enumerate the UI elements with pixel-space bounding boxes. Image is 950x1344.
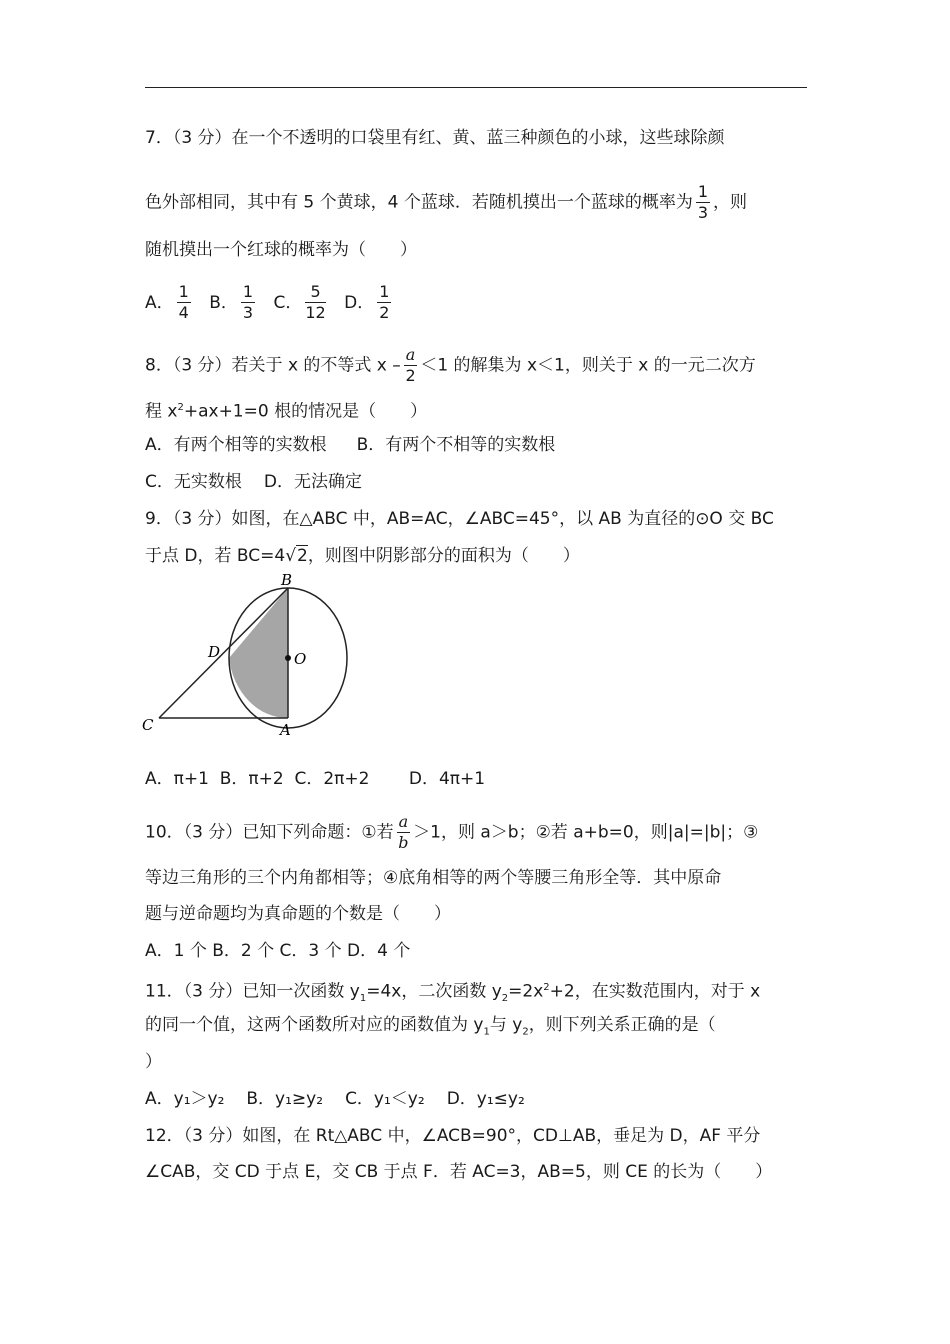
q8-option-c: C．无实数根 — [145, 472, 242, 492]
q9-line2: 于点 D，若 BC=4√2，则图中阴影部分的面积为（ ） — [145, 546, 580, 566]
q9-figure — [135, 570, 365, 745]
q12-line1: 12．（3 分）如图，在 Rt△ABC 中，∠ACB=90°，CD⊥AB，垂足为 D，AF 平分 — [145, 1126, 761, 1146]
q8-option-b: B．有两个不相等的实数根 — [356, 435, 556, 455]
q11-line2: 的同一个值，这两个函数所对应的函数值为 $y_1$与 $y_2$，则下列关系正确的是（ — [145, 1015, 716, 1038]
q10-fraction: $\frac{a}{b}$ — [398, 812, 409, 852]
q7-option-b: B． $\frac{1}{3}$ — [209, 282, 254, 322]
q10-line3: 题与逆命题均为真命题的个数是（ ） — [145, 904, 451, 924]
q10-line1: 10．（3 分）已知下列命题：①若 $\frac{a}{b}$ ＞1，则 a＞b；②若 a+b=0，则|a|=|b|；③ — [145, 812, 759, 852]
q9-line1: 9．（3 分）如图，在△ABC 中，AB=AC，∠ABC=45°，以 AB 为直径的⊙O 交 BC — [145, 509, 774, 529]
q7-line3: 随机摸出一个红球的概率为（ ） — [145, 240, 417, 260]
q8-line1: 8．（3 分）若关于 x 的不等式 x – $\frac{a}{2}$ ＜1 的解集为 x＜1，则关于 x 的一元二次方 — [145, 345, 756, 385]
q10-line2: 等边三角形的三个内角都相等；④底角相等的两个等腰三角形全等．其中原命 — [145, 868, 722, 888]
q7-option-c: C． $\frac{5}{12}$ — [273, 282, 326, 322]
label-d: D — [208, 643, 221, 661]
center-point — [285, 655, 291, 661]
q7-fraction: $\frac{1}{3}$ — [697, 182, 709, 222]
q9-options: A．π+1 B．π+2 C．2π+2 D．4π+1 — [145, 769, 486, 789]
q8-options-ab — [145, 433, 555, 457]
label-b: B — [281, 571, 293, 589]
q8-options-cd — [145, 470, 362, 494]
q11-line1: 11．（3 分）已知一次函数 $y_1=4x$，二次函数 $y_2=2x^2+2$，在实数范围内，对于 x — [145, 981, 761, 1005]
shaded-region — [229, 588, 288, 718]
q8-option-d: D．无法确定 — [263, 472, 362, 492]
q11-option-b: B．y₁≥y₂ — [246, 1089, 324, 1109]
q11-option-a: A．y₁＞y₂ — [145, 1089, 225, 1109]
q7-option-d: D． $\frac{1}{2}$ — [344, 282, 390, 322]
q11-line3: ） — [145, 1052, 162, 1072]
label-o: O — [294, 650, 307, 668]
q8-option-a: A．有两个相等的实数根 — [145, 435, 327, 455]
label-c: C — [142, 716, 154, 734]
q7-line2: 色外部相同，其中有 5 个黄球，4 个蓝球．若随机摸出一个蓝球的概率为 $\frac{1}{3}$ ，则 — [145, 182, 748, 222]
header-rule — [145, 87, 807, 88]
q11-option-d: D．y₁≤y₂ — [446, 1089, 525, 1109]
q8-line2: 程 $x^2+ax+1=0$ 根的情况是（ ） — [145, 401, 428, 422]
q8-fraction: $\frac{a}{2}$ — [405, 345, 416, 385]
q7-options — [145, 284, 404, 321]
q7-line1: 7．（3 分）在一个不透明的口袋里有红、黄、蓝三种颜色的小球，这些球除颜 — [145, 128, 725, 148]
q10-options: A．1 个 B．2 个 C．3 个 D．4 个 — [145, 941, 411, 961]
q11-options — [145, 1087, 525, 1111]
q11-option-c: C．y₁＜y₂ — [345, 1089, 425, 1109]
q7-option-a: A． $\frac{1}{4}$ — [145, 282, 189, 322]
q12-line2: ∠CAB，交 CD 于点 E，交 CB 于点 F．若 AC=3，AB=5，则 CE 的长为（ ） — [145, 1162, 773, 1182]
label-a: A — [280, 721, 291, 739]
